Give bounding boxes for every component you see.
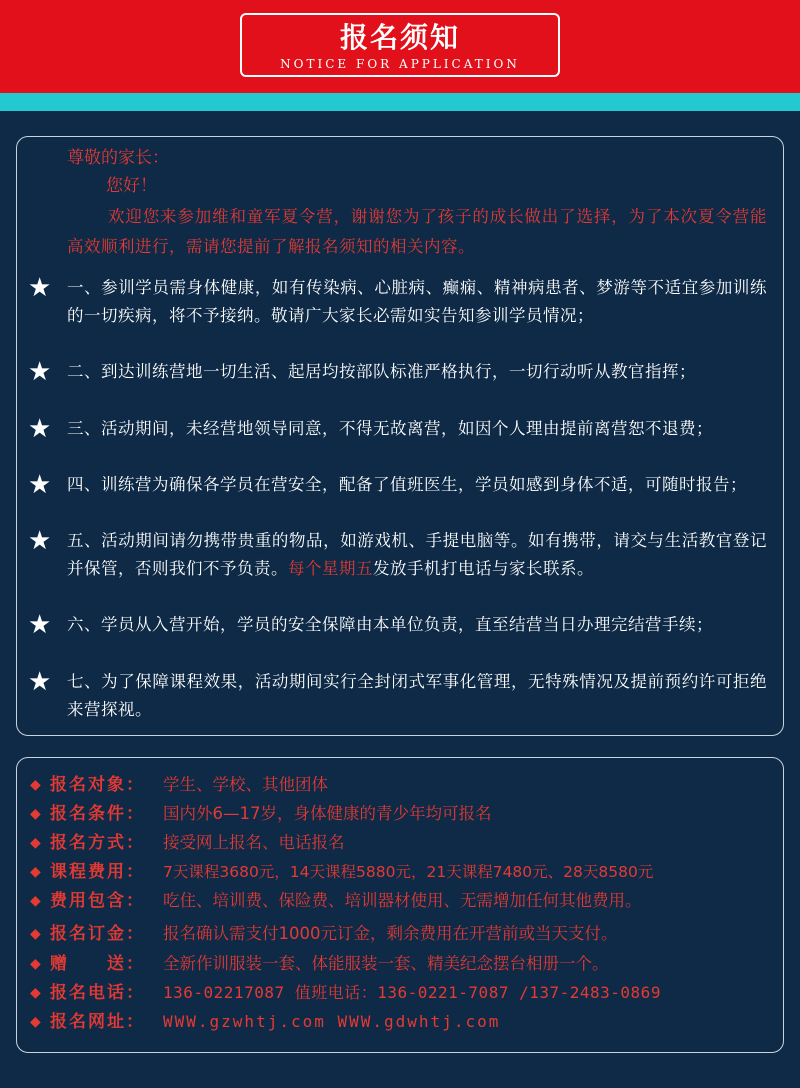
info-row (30, 1008, 780, 1036)
rule-item: 四、训练营为确保各学员在营安全，配备了值班医生，学员如感到身体不适，可随时报告； (67, 475, 747, 494)
title-box (240, 13, 560, 77)
info-value: 全新作训服装一套、体能服装一套、精美纪念摆台相册一个。 (163, 954, 609, 973)
info-label: 赠 送： (50, 954, 145, 974)
header-banner (0, 0, 800, 93)
teal-divider (0, 93, 800, 111)
star-icon: ★ (28, 526, 52, 556)
rule-item: 二、到达训练营地一切生活、起居均按部队标准严格执行，一切行动听从教官指挥； (67, 362, 696, 381)
info-value: 报名确认需支付1000元订金，剩余费用在开营前或当天支付。 (163, 924, 618, 943)
diamond-icon: ◆ (30, 926, 41, 942)
info-row (30, 950, 780, 978)
info-row (30, 858, 780, 886)
rule-item: 七、为了保障课程效果，活动期间实行全封闭式军事化管理，无特殊情况及提前预约许可拒绝来营探视。 (67, 672, 767, 719)
intro-paragraph: 欢迎您来参加维和童军夏令营，谢谢您为了孩子的成长做出了选择，为了本次夏令营能高效顺利进行，需请您提前了解报名须知的相关内容。 (67, 207, 767, 256)
info-row (30, 979, 780, 1007)
info-label: 课程费用： (50, 862, 145, 882)
info-value: 吃住、培训费、保险费、培训器材使用、无需增加任何其他费用。 (163, 891, 642, 910)
info-label: 报名方式： (50, 833, 145, 853)
star-icon: ★ (28, 357, 52, 387)
diamond-icon: ◆ (30, 806, 41, 822)
rule-highlight: 每个星期五 (288, 559, 373, 578)
info-label: 报名电话： (50, 983, 145, 1003)
diamond-icon: ◆ (30, 1014, 41, 1030)
salutation: 尊敬的家长： (67, 148, 169, 168)
info-label: 报名订金： (50, 924, 145, 944)
info-row (30, 829, 780, 857)
rule-item: 三、活动期间，未经营地领导同意，不得无故离营，如因个人理由提前离营恕不退费； (67, 419, 713, 438)
rule-item (67, 527, 767, 583)
page-subtitle: NOTICE FOR APPLICATION (280, 57, 520, 71)
diamond-icon: ◆ (30, 864, 41, 880)
website-links: WWW.gzwhtj.com WWW.gdwhtj.com (163, 1012, 501, 1031)
star-icon: ★ (28, 667, 52, 697)
star-icon: ★ (28, 610, 52, 640)
rule-item: 一、参训学员需身体健康，如有传染病、心脏病、癫痫、精神病患者、梦游等不适宜参加训练的一切疾病，将不予接纳。敬请广大家长必需如实告知参训学员情况； (67, 278, 767, 325)
info-label: 报名对象： (50, 775, 145, 795)
diamond-icon: ◆ (30, 777, 41, 793)
info-row (30, 771, 780, 799)
rule-item: 六、学员从入营开始，学员的安全保障由本单位负责，直至结营当日办理完结营手续； (67, 615, 713, 634)
diamond-icon: ◆ (30, 985, 41, 1001)
diamond-icon: ◆ (30, 893, 41, 909)
star-icon: ★ (28, 414, 52, 444)
greeting: 您好！ (106, 176, 157, 196)
info-label: 报名条件： (50, 804, 145, 824)
info-value: 接受网上报名、电话报名 (163, 833, 345, 852)
info-label: 报名网址： (50, 1012, 145, 1032)
info-value: 学生、学校、其他团体 (163, 775, 328, 794)
diamond-icon: ◆ (30, 956, 41, 972)
info-value: 国内外6—17岁，身体健康的青少年均可报名 (163, 804, 492, 823)
info-label: 费用包含： (50, 891, 145, 911)
page-title: 报名须知 (339, 21, 460, 54)
star-icon: ★ (28, 273, 52, 303)
info-row (30, 800, 780, 828)
diamond-icon: ◆ (30, 835, 41, 851)
phone-numbers: 136-02217087 值班电话：136-0221-7087 /137-2483-0869 (163, 983, 661, 1002)
info-row (30, 920, 780, 948)
star-icon: ★ (28, 470, 52, 500)
info-row (30, 887, 780, 915)
rule-text: 五、活动期间请勿携带贵重的物品，如游戏机、手提电脑等。如有携带，请交与生活教官登记并保管，否则我们不予负责。 (67, 531, 767, 578)
rule-text: 发放手机打电话与家长联系。 (373, 559, 594, 578)
info-value: 7天课程3680元，14天课程5880元，21天课程7480元、28天8580元 (163, 863, 654, 881)
